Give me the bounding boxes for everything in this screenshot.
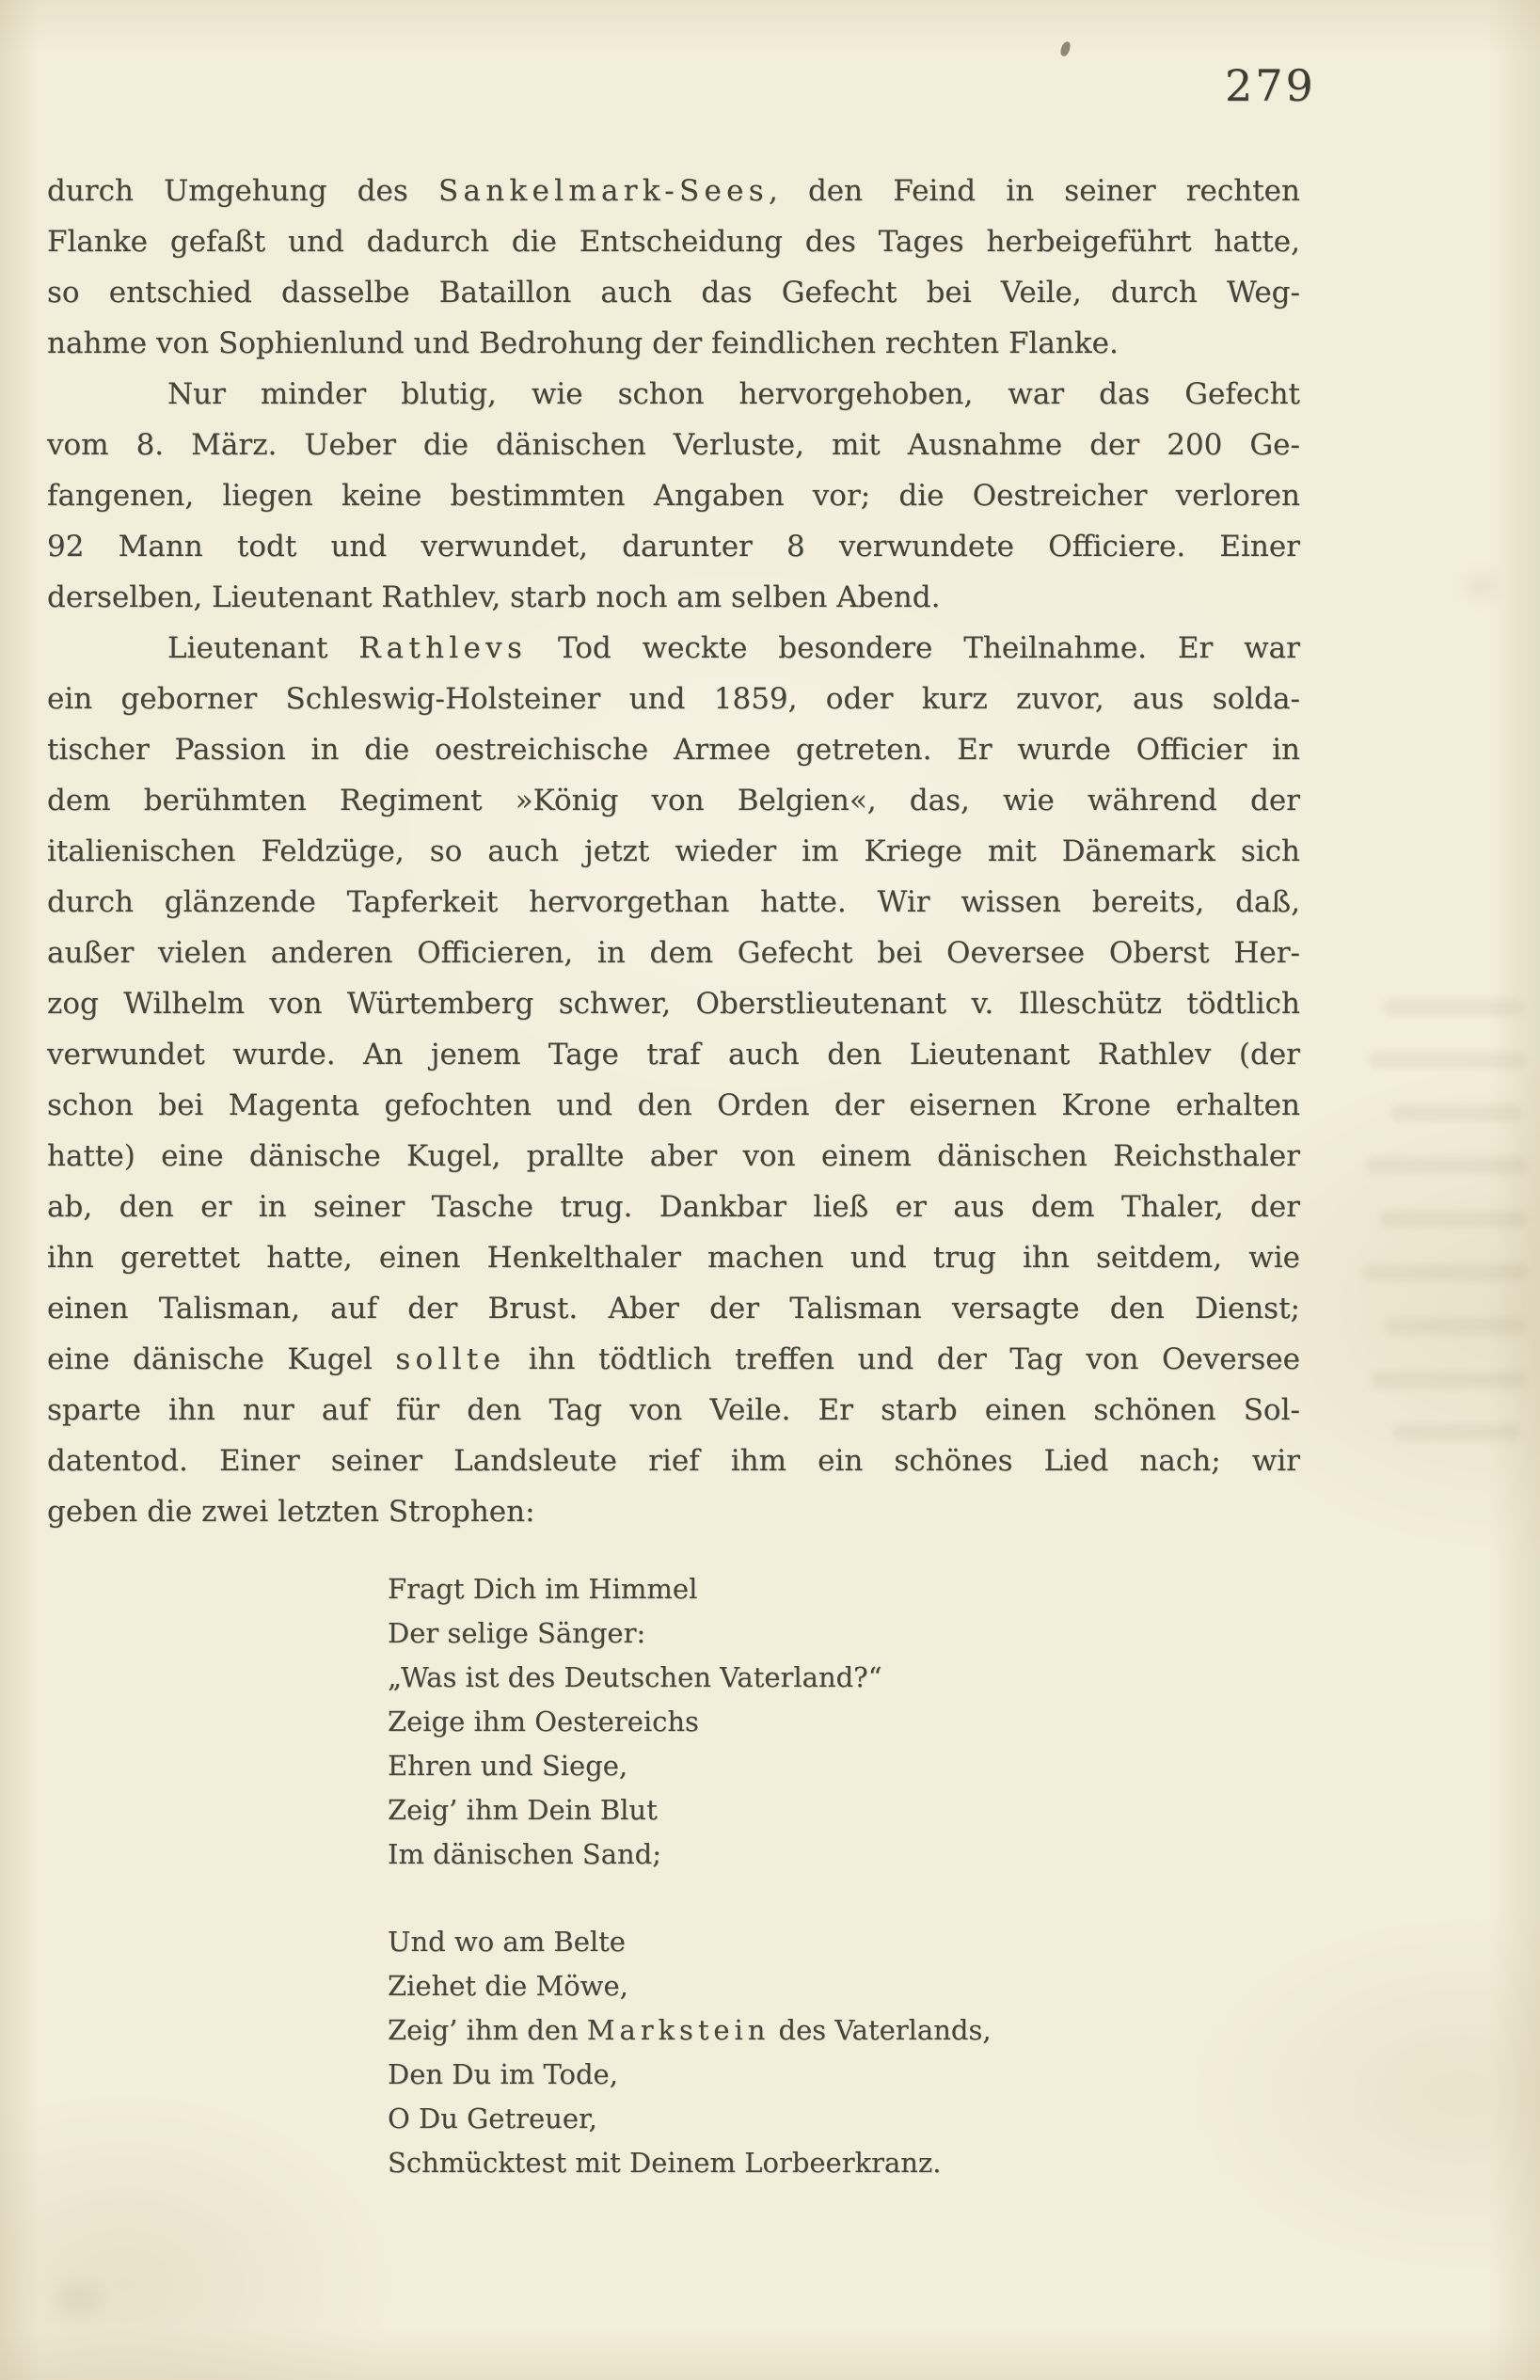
text-segment: Und wo am Belte (388, 1926, 626, 1958)
text-line (47, 1080, 1300, 1131)
text-line (47, 826, 1300, 877)
text-segment: tischer Passion in die oestreichische Armee getreten. Er wurde Officier in (47, 733, 1300, 767)
text-segment: Nur minder blutig, wie schon hervorgehoben, war das Gefecht (167, 377, 1300, 411)
text-line (388, 1656, 1234, 1700)
poem-stanza (388, 1920, 1234, 2185)
text-segment: Der selige Sänger: (388, 1617, 646, 1649)
letterspaced-word: sollte (395, 1342, 506, 1376)
text-line (47, 775, 1300, 826)
bleed-through-mark (1372, 1372, 1528, 1388)
text-line (47, 928, 1300, 978)
text-line (47, 166, 1300, 216)
text-line (47, 674, 1300, 724)
poem-stanza (388, 1567, 1234, 1877)
text-segment: ein geborner Schleswig-Holsteiner und 1859, oder kurz zuvor, aus solda- (47, 682, 1300, 716)
text-segment: eine dänische Kugel (47, 1342, 396, 1376)
text-line (388, 2141, 1234, 2185)
text-segment: durch glänzende Tapferkeit hervorgethan hatte. Wir wissen bereits, daß, (47, 885, 1300, 919)
text-segment: , den Feind in seiner rechten (768, 174, 1300, 208)
text-segment: vom 8. März. Ueber die dänischen Verluste, mit Ausnahme der 200 Ge- (47, 428, 1300, 462)
text-segment: ihn gerettet hatte, einen Henkelthaler machen und trug ihn seitdem, wie (47, 1241, 1300, 1275)
bleed-through-mark (1392, 1424, 1520, 1441)
text-segment: des Vaterlands, (770, 2014, 992, 2046)
text-line (47, 216, 1300, 267)
text-segment: schon bei Magenta gefochten und den Orden der eisernen Krone erhalten (47, 1088, 1300, 1122)
bleed-through-mark (1385, 1318, 1526, 1335)
paper-stain (1468, 574, 1496, 598)
ink-speck (1059, 40, 1072, 57)
text-segment: hatte) eine dänische Kugel, prallte aber von einem dänischen Reichsthaler (47, 1139, 1300, 1173)
text-segment: Ehren und Siege, (388, 1750, 628, 1782)
text-line (47, 369, 1300, 420)
text-segment: Den Du im Tode, (388, 2058, 618, 2090)
text-line (47, 724, 1300, 775)
text-segment: datentod. Einer seiner Landsleute rief ihm ein schönes Lied nach; wir (47, 1444, 1300, 1478)
text-segment: Zeige ihm Oestereichs (388, 1706, 699, 1737)
bleed-through-mark (1369, 1052, 1527, 1069)
letterspaced-word: Rathlevs (358, 631, 528, 665)
text-segment: ab, den er in seiner Tasche trug. Dankbar ließ er aus dem Thaler, der (47, 1190, 1300, 1224)
bleed-through-mark (1362, 1264, 1528, 1281)
text-segment: nahme von Sophienlund und Bedrohung der feindlichen rechten Flanke. (47, 326, 1119, 360)
text-segment: Tod weckte besondere Theilnahme. Er war (527, 631, 1300, 665)
text-segment: so entschied dasselbe Bataillon auch das Gefecht bei Veile, durch Weg- (47, 276, 1300, 309)
text-segment: fangenen, liegen keine bestimmten Angaben vor; die Oestreicher verloren (47, 479, 1300, 513)
text-segment: dem berühmten Regiment »König von Belgien«, das, wie während der (47, 784, 1300, 817)
bleed-through-mark (1383, 999, 1524, 1016)
text-segment: Flanke gefaßt und dadurch die Entscheidung des Tages herbeigeführt hatte, (47, 225, 1300, 259)
text-segment: sparte ihn nur auf für den Tag von Veile. Er starb einen schönen Sol- (47, 1393, 1300, 1427)
text-segment: derselben, Lieutenant Rathlev, starb noch am selben Abend. (47, 580, 941, 614)
text-segment: verwundet wurde. An jenem Tage traf auch den Lieutenant Rathlev (der (47, 1038, 1300, 1071)
text-line (388, 1700, 1234, 1744)
text-line (47, 623, 1300, 674)
letterspaced-word: Markstein (586, 2014, 770, 2046)
text-line (47, 1029, 1300, 1080)
bleed-through-mark (1366, 1157, 1528, 1174)
text-line (47, 470, 1300, 521)
text-line (47, 1486, 1300, 1537)
text-line (47, 1334, 1300, 1385)
text-segment: „Was ist des Deutschen Vaterland?“ (388, 1661, 882, 1693)
text-segment: Fragt Dich im Himmel (388, 1573, 698, 1605)
text-line (388, 1611, 1234, 1656)
text-line (47, 318, 1300, 369)
bleed-through-mark (1390, 1104, 1522, 1121)
text-segment: durch Umgehung des (47, 174, 438, 208)
text-segment: ihn tödtlich treffen und der Tag von Oeversee (505, 1342, 1300, 1376)
text-line (47, 521, 1300, 572)
text-line (47, 1436, 1300, 1486)
text-segment: italienischen Feldzüge, so auch jetzt wieder im Kriege mit Dänemark sich (47, 834, 1300, 868)
text-line (388, 1920, 1234, 1964)
text-line (47, 1283, 1300, 1334)
text-line (388, 1964, 1234, 2008)
text-line (47, 1232, 1300, 1283)
text-line (388, 1744, 1234, 1788)
text-line (388, 1833, 1234, 1877)
text-segment: 92 Mann todt und verwundet, darunter 8 verwundete Officiere. Einer (47, 530, 1300, 563)
text-segment: Zeig’ ihm Dein Blut (388, 1794, 658, 1826)
text-line (47, 1131, 1300, 1182)
bleed-through-mark (1379, 1211, 1528, 1228)
text-segment: einen Talisman, auf der Brust. Aber der Talisman versagte den Dienst; (47, 1292, 1300, 1325)
text-line (388, 2008, 1234, 2053)
text-segment: O Du Getreuer, (388, 2102, 597, 2134)
text-segment: Ziehet die Möwe, (388, 1970, 628, 2002)
text-line (388, 2097, 1234, 2141)
letterspaced-word: Sankelmark-Sees (437, 174, 769, 208)
page-number: 279 (1225, 60, 1316, 111)
text-line (47, 877, 1300, 928)
text-line (47, 572, 1300, 623)
text-line (388, 1788, 1234, 1833)
text-line (47, 1182, 1300, 1232)
text-segment: Zeig’ ihm den (388, 2014, 587, 2046)
paper-stain (56, 2281, 100, 2317)
body-text (47, 166, 1300, 1537)
text-line (47, 1385, 1300, 1436)
text-segment: geben die zwei letzten Strophen: (47, 1495, 535, 1529)
poem (388, 1567, 1234, 2185)
text-segment: zog Wilhelm von Würtemberg schwer, Oberstlieutenant v. Illeschütz tödtlich (47, 987, 1300, 1021)
text-line (47, 978, 1300, 1029)
text-segment: Im dänischen Sand; (388, 1838, 662, 1870)
text-line (47, 420, 1300, 470)
text-segment: außer vielen anderen Officieren, in dem Gefecht bei Oeversee Oberst Her- (47, 936, 1300, 970)
text-line (47, 267, 1300, 318)
text-line (388, 1567, 1234, 1611)
text-segment: Lieutenant (167, 631, 359, 665)
text-segment: Schmücktest mit Deinem Lorbeerkranz. (388, 2147, 942, 2179)
text-line (388, 2053, 1234, 2097)
